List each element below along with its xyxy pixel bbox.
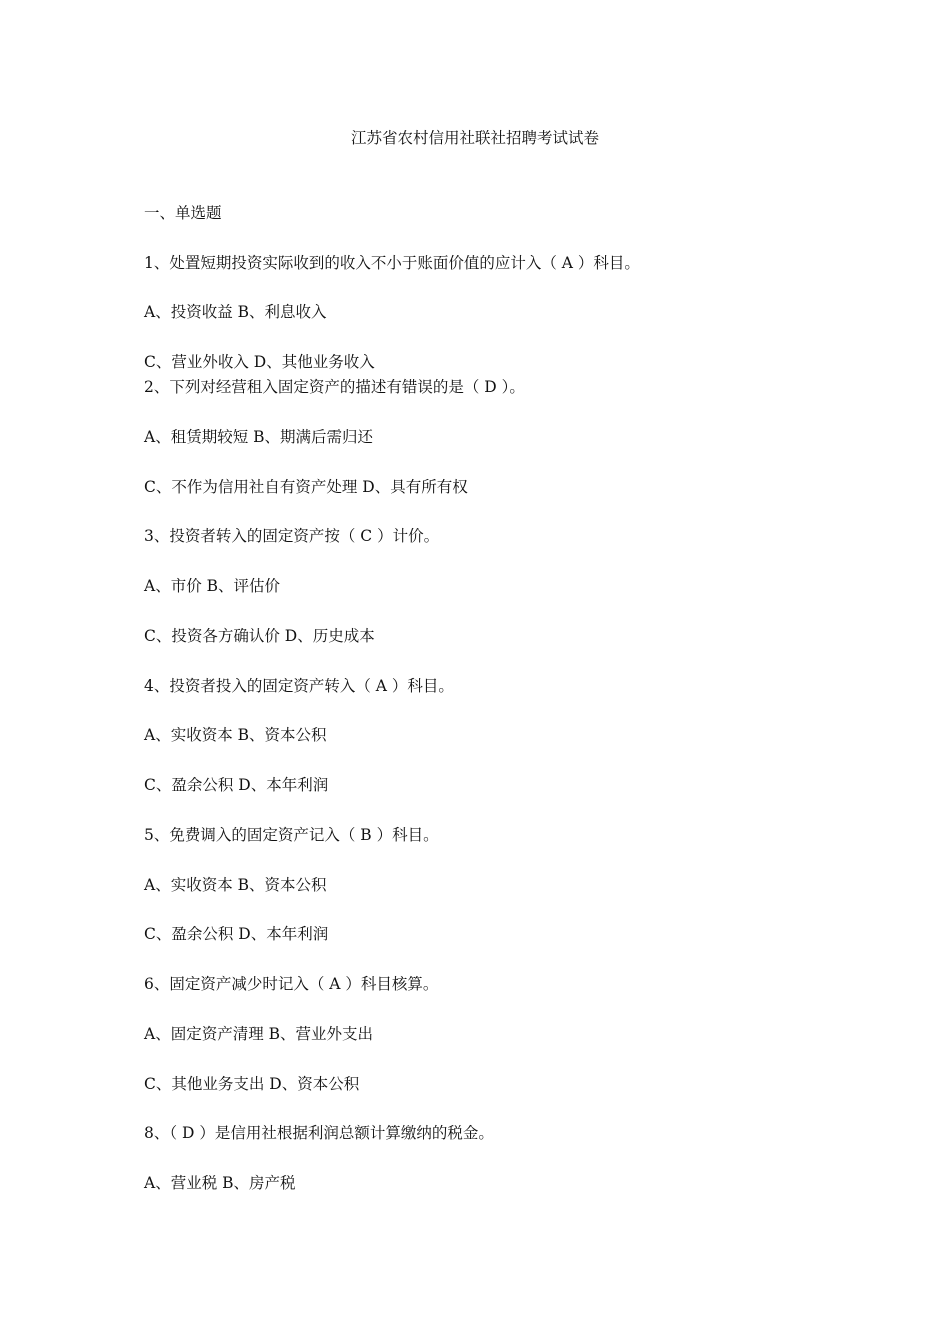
answer-options: A、实收资本 B、资本公积 <box>144 876 327 894</box>
question-text: 8、（ D ）是信用社根据利润总额计算缴纳的税金。 <box>144 1124 494 1142</box>
answer-options: A、固定资产清理 B、营业外支出 <box>144 1025 374 1043</box>
question-text: 6、固定资产减少时记入（ A ）科目核算。 <box>144 975 439 993</box>
answer-options: A、投资收益 B、利息收入 <box>144 303 327 321</box>
answer-options: C、投资各方确认价 D、历史成本 <box>144 627 375 645</box>
question-text: 4、投资者投入的固定资产转入（ A ）科目。 <box>144 677 454 695</box>
answer-options: A、市价 B、评估价 <box>144 577 281 595</box>
answer-options: A、营业税 B、房产税 <box>144 1174 296 1192</box>
question-text: 3、投资者转入的固定资产按（ C ）计价。 <box>144 527 440 545</box>
question-text: 5、免费调入的固定资产记入（ B ）科目。 <box>144 826 439 844</box>
answer-options: C、其他业务支出 D、资本公积 <box>144 1075 360 1093</box>
answer-options: C、盈余公积 D、本年利润 <box>144 925 329 943</box>
answer-options: C、盈余公积 D、本年利润 <box>144 776 329 794</box>
answer-options: C、不作为信用社自有资产处理 D、具有所有权 <box>144 478 468 496</box>
answer-options: A、租赁期较短 B、期满后需归还 <box>144 428 374 446</box>
answer-options: C、营业外收入 D、其他业务收入 <box>144 353 375 371</box>
answer-options: A、实收资本 B、资本公积 <box>144 726 327 744</box>
question-text: 2、下列对经营租入固定资产的描述有错误的是（ D ）。 <box>144 378 525 396</box>
question-text: 1、处置短期投资实际收到的收入不小于账面价值的应计入（ A ）科目。 <box>144 254 640 272</box>
section-heading: 一、单选题 <box>144 204 222 222</box>
document-title: 江苏省农村信用社联社招聘考试试卷 <box>350 129 599 147</box>
